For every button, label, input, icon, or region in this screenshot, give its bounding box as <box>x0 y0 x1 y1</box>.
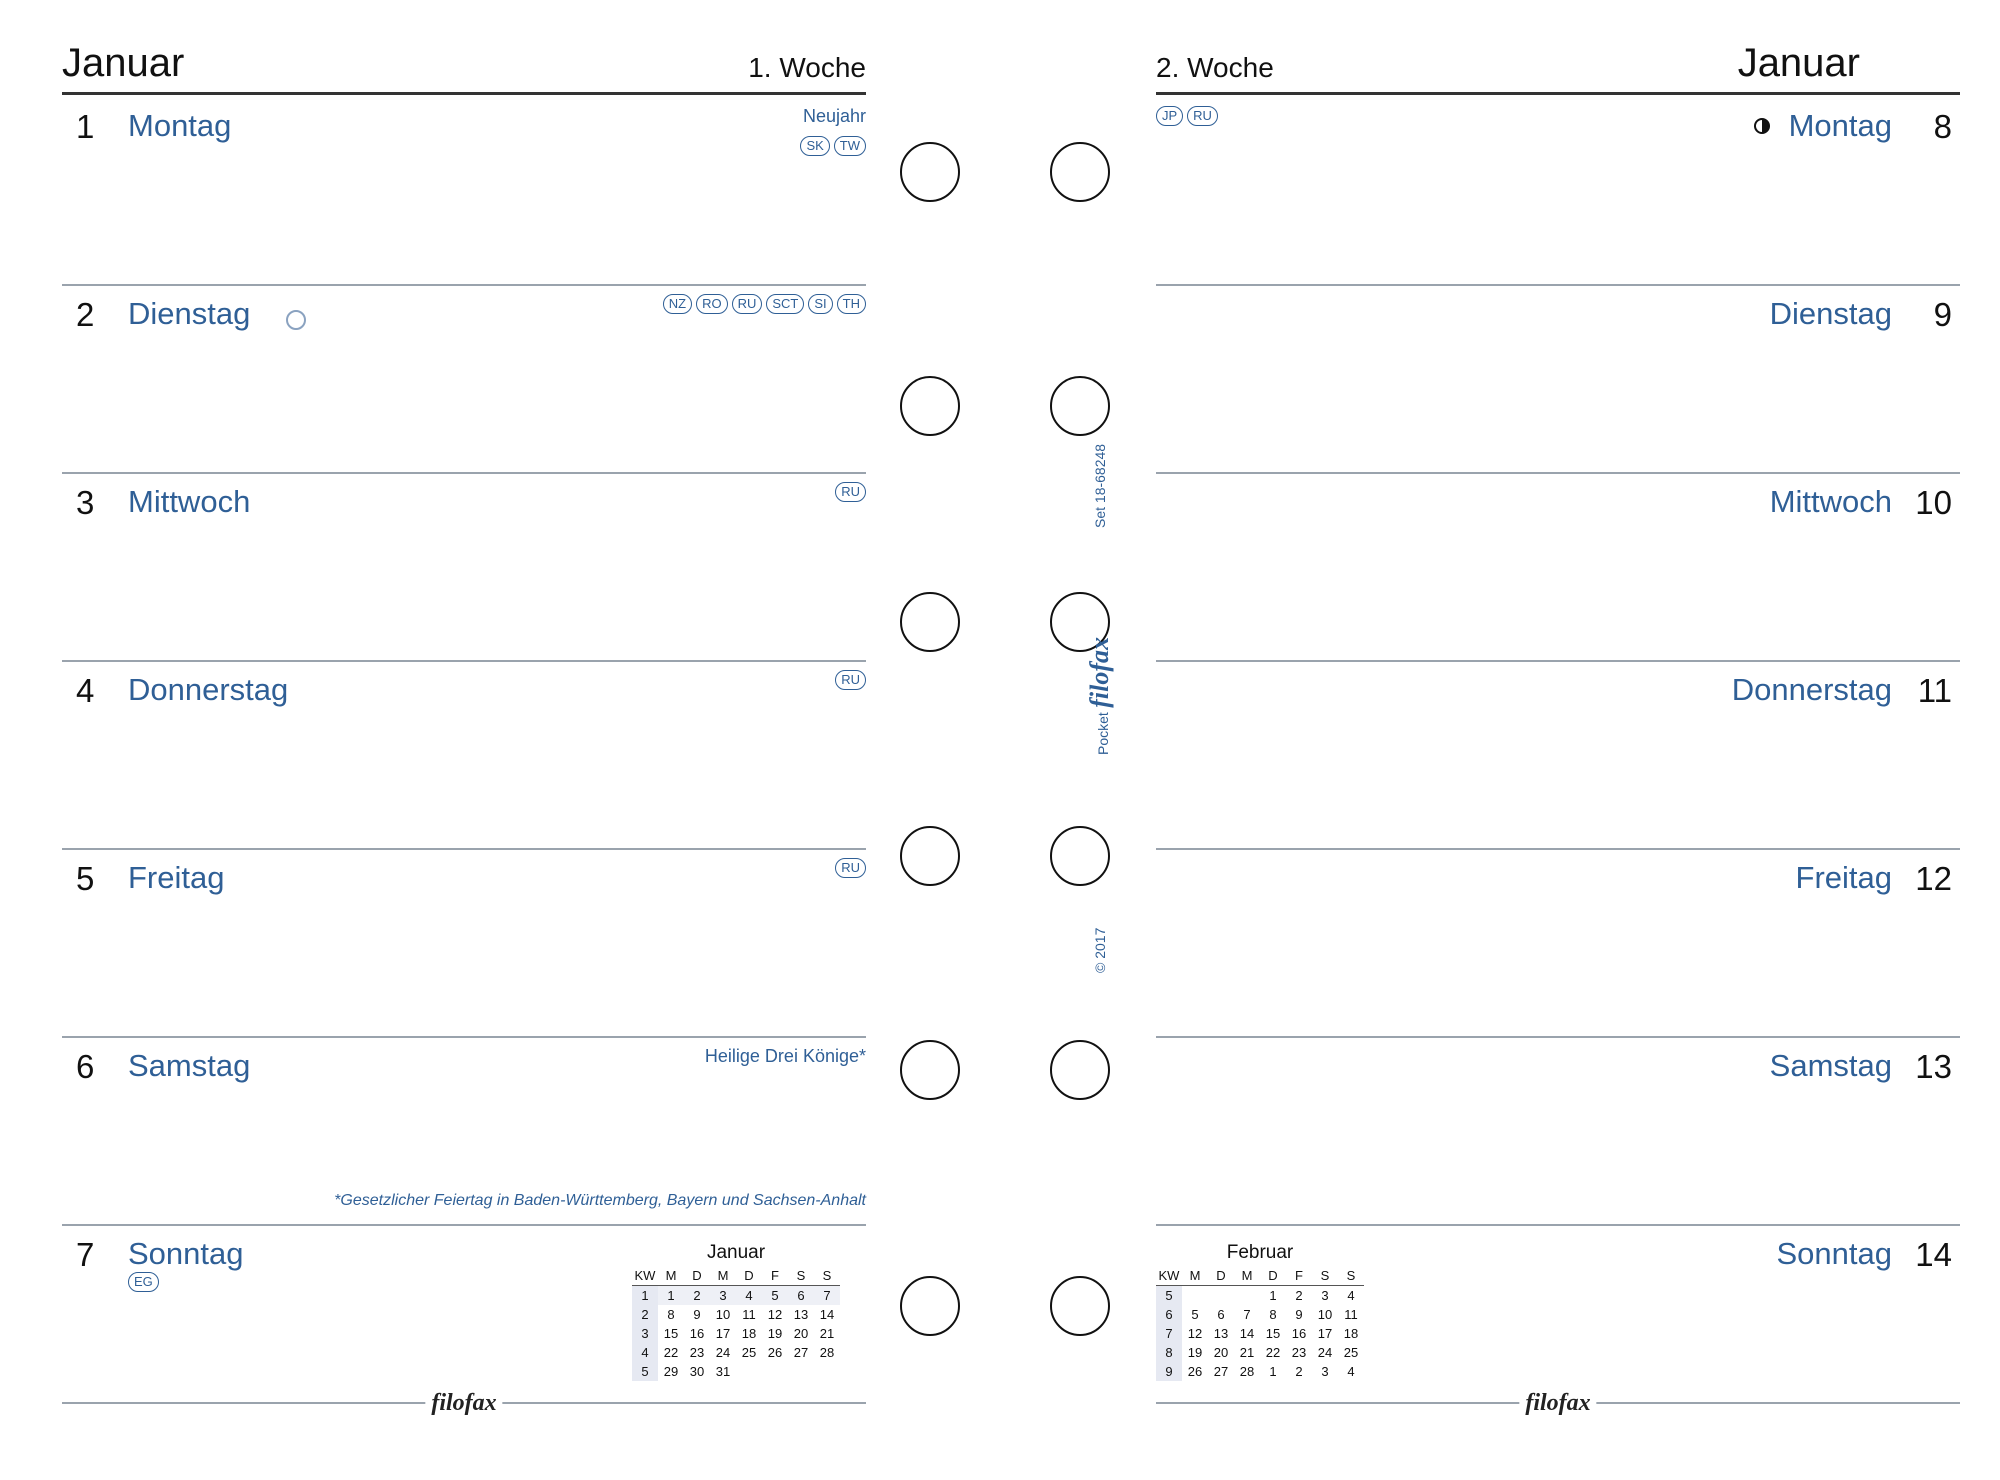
ring-hole <box>1050 826 1110 886</box>
country-code-badge: EG <box>128 1272 159 1292</box>
date-cell: 30 <box>689 1364 705 1379</box>
date-cell: 29 <box>663 1364 679 1379</box>
weekday-header: F <box>762 1266 788 1286</box>
ring-hole <box>900 376 960 436</box>
weekday-header: S <box>1312 1266 1338 1286</box>
date-cell: 12 <box>1187 1326 1203 1341</box>
date-cell: 15 <box>1265 1326 1281 1341</box>
day-name: Mittwoch <box>128 484 251 519</box>
date-cell: 10 <box>1317 1307 1333 1322</box>
left-footer <box>62 1390 866 1416</box>
ring-hole <box>900 1276 960 1336</box>
weekday-header: M <box>1234 1266 1260 1286</box>
date-cell: 20 <box>793 1326 809 1341</box>
spine-set-label: Set <box>1092 506 1108 528</box>
week-number-cell: 5 <box>632 1362 658 1381</box>
day-number: 1 <box>76 108 95 145</box>
date-cell: 9 <box>693 1307 701 1322</box>
country-code-badge: TW <box>834 136 866 156</box>
country-code-badge: SK <box>800 136 829 156</box>
date-cell: 19 <box>767 1326 783 1341</box>
day-number: 10 <box>1915 484 1952 521</box>
date-cell: 6 <box>788 1286 814 1306</box>
day-name: Montag <box>1788 108 1892 143</box>
date-cell <box>1234 1286 1260 1306</box>
date-cell: 25 <box>741 1345 757 1360</box>
country-code-badge: RU <box>835 482 866 502</box>
left-month-title: Januar <box>62 41 185 85</box>
week-number-cell: 3 <box>632 1324 658 1343</box>
date-cell: 16 <box>689 1326 705 1341</box>
date-cell <box>814 1362 840 1381</box>
ring-hole <box>1050 376 1110 436</box>
day-name: Freitag <box>1795 860 1892 895</box>
date-cell: 22 <box>1265 1345 1281 1360</box>
date-cell: 7 <box>814 1286 840 1306</box>
right-page <box>1156 40 1960 1420</box>
date-cell <box>736 1362 762 1381</box>
date-cell: 1 <box>1269 1288 1277 1303</box>
full-moon-icon <box>286 310 306 330</box>
country-code-badge: TH <box>837 294 866 314</box>
spine-code: 18-68248 <box>1092 443 1108 504</box>
spine-copyright: © 2017 <box>1092 927 1108 973</box>
date-cell: 13 <box>1213 1326 1229 1341</box>
date-cell: 19 <box>1187 1345 1203 1360</box>
weekday-header: F <box>1286 1266 1312 1286</box>
day-name: Samstag <box>1769 1048 1892 1083</box>
country-code-badge: SI <box>808 294 832 314</box>
date-cell: 11 <box>742 1307 756 1322</box>
date-cell: 8 <box>667 1307 675 1322</box>
weekday-header: D <box>1208 1266 1234 1286</box>
date-cell <box>762 1362 788 1381</box>
week-number-cell: 8 <box>1156 1343 1182 1362</box>
ring-hole <box>1050 1276 1110 1336</box>
day-number: 4 <box>76 672 95 709</box>
ring-hole <box>900 592 960 652</box>
day-row[interactable] <box>1156 848 1960 1038</box>
weekday-header: M <box>1182 1266 1208 1286</box>
ring-hole <box>900 1040 960 1100</box>
day-name: Sonntag <box>128 1236 244 1271</box>
country-code-badge: NZ <box>663 294 692 314</box>
left-week-label: 1. Woche <box>748 52 866 83</box>
date-cell: 7 <box>1243 1307 1251 1322</box>
date-cell: 20 <box>1213 1345 1229 1360</box>
country-code-badge: RU <box>1187 106 1218 126</box>
week-number-cell: 4 <box>632 1343 658 1362</box>
day-row[interactable] <box>1156 1036 1960 1226</box>
day-name: Dienstag <box>1769 296 1892 331</box>
week-number-cell: 6 <box>1156 1305 1182 1324</box>
weekday-header: M <box>710 1266 736 1286</box>
date-cell: 17 <box>715 1326 731 1341</box>
date-cell: 22 <box>663 1345 679 1360</box>
spine-size: Pocket <box>1095 712 1111 755</box>
mini-calendar-title: Januar <box>706 1242 766 1263</box>
date-cell <box>1182 1286 1208 1306</box>
date-cell: 3 <box>710 1286 736 1306</box>
week-number-cell: 9 <box>1156 1362 1182 1381</box>
date-cell <box>1208 1286 1234 1306</box>
date-cell: 5 <box>1191 1307 1199 1322</box>
country-holiday-tags <box>128 1272 159 1292</box>
date-cell: 14 <box>819 1307 835 1322</box>
date-cell: 2 <box>1295 1364 1303 1379</box>
date-cell: 23 <box>1291 1345 1307 1360</box>
mini-calendar-grid <box>632 1266 840 1381</box>
week-number-cell: 5 <box>1156 1286 1182 1306</box>
day-number: 11 <box>1917 672 1952 709</box>
date-cell: 21 <box>819 1326 835 1341</box>
date-cell: 16 <box>1291 1326 1307 1341</box>
date-cell: 18 <box>741 1326 757 1341</box>
holiday-label: Neujahr <box>802 106 866 126</box>
day-number: 12 <box>1915 860 1952 897</box>
weekday-header: KW <box>1156 1266 1182 1286</box>
right-week-label: 2. Woche <box>1156 52 1274 83</box>
half-moon-icon <box>1754 118 1770 134</box>
country-code-badge: RU <box>835 670 866 690</box>
country-code-badge: SCT <box>766 294 804 314</box>
country-holiday-tags <box>663 294 866 314</box>
date-cell: 9 <box>1295 1307 1303 1322</box>
day-number: 6 <box>76 1048 95 1085</box>
day-number: 3 <box>76 484 95 521</box>
day-row[interactable] <box>1156 472 1960 662</box>
date-cell: 27 <box>793 1345 809 1360</box>
weekday-header: S <box>1338 1266 1364 1286</box>
day-name: Sonntag <box>1776 1236 1892 1271</box>
date-cell: 13 <box>793 1307 809 1322</box>
country-code-badge: RU <box>732 294 763 314</box>
week-number-cell: 7 <box>1156 1324 1182 1343</box>
weekday-header: S <box>814 1266 840 1286</box>
date-cell: 2 <box>1295 1288 1303 1303</box>
date-cell: 8 <box>1269 1307 1277 1322</box>
country-holiday-tags <box>835 670 866 690</box>
date-cell: 14 <box>1239 1326 1255 1341</box>
country-code-badge: RU <box>835 858 866 878</box>
ring-hole <box>900 826 960 886</box>
spine-brand-logo: filofax <box>1085 636 1114 708</box>
date-cell: 18 <box>1343 1326 1359 1341</box>
country-holiday-tags <box>800 136 866 156</box>
spine-set-code <box>1092 443 1108 528</box>
date-cell: 3 <box>1321 1364 1329 1379</box>
country-code-badge: RO <box>696 294 728 314</box>
date-cell: 4 <box>736 1286 762 1306</box>
day-name: Samstag <box>128 1048 251 1083</box>
date-cell: 4 <box>1347 1288 1355 1303</box>
ring-hole <box>900 142 960 202</box>
day-name: Donnerstag <box>1731 672 1892 707</box>
weekday-header: D <box>736 1266 762 1286</box>
date-cell: 15 <box>663 1326 679 1341</box>
date-cell: 3 <box>1321 1288 1329 1303</box>
date-cell: 21 <box>1239 1345 1255 1360</box>
week-number-cell: 2 <box>632 1305 658 1324</box>
weekday-header: D <box>1260 1266 1286 1286</box>
date-cell: 1 <box>1269 1364 1277 1379</box>
date-cell: 4 <box>1347 1364 1355 1379</box>
day-number: 7 <box>76 1236 95 1273</box>
day-row[interactable] <box>62 472 866 662</box>
left-page <box>62 40 866 1420</box>
holiday-label: Heilige Drei Könige* <box>704 1046 866 1066</box>
date-cell: 23 <box>689 1345 705 1360</box>
day-number: 13 <box>1915 1048 1952 1085</box>
day-name: Mittwoch <box>1769 484 1892 519</box>
day-number: 2 <box>76 296 95 333</box>
day-name: Dienstag <box>128 296 251 331</box>
date-cell: 10 <box>715 1307 731 1322</box>
date-cell: 26 <box>767 1345 783 1360</box>
day-row[interactable] <box>1156 96 1960 286</box>
day-number: 14 <box>1915 1236 1952 1273</box>
ring-hole <box>1050 1040 1110 1100</box>
filofax-logo: filofax <box>1519 1390 1596 1417</box>
day-number: 8 <box>1933 108 1952 145</box>
date-cell: 17 <box>1317 1326 1333 1341</box>
day-row[interactable] <box>62 848 866 1038</box>
date-cell: 11 <box>1344 1307 1358 1322</box>
left-header <box>62 40 866 95</box>
date-cell: 28 <box>819 1345 835 1360</box>
mini-calendar-februar <box>1156 1242 1364 1381</box>
weekday-header: D <box>684 1266 710 1286</box>
date-cell: 1 <box>658 1286 684 1306</box>
day-number: 5 <box>76 860 95 897</box>
mini-calendar-januar <box>632 1242 840 1381</box>
date-cell: 24 <box>715 1345 731 1360</box>
day-name: Donnerstag <box>128 672 289 707</box>
mini-calendar-title: Februar <box>1226 1242 1294 1263</box>
weekday-header: KW <box>632 1266 658 1286</box>
ring-hole <box>1050 142 1110 202</box>
date-cell: 2 <box>684 1286 710 1306</box>
date-cell: 5 <box>762 1286 788 1306</box>
day-name: Montag <box>128 108 232 143</box>
filofax-logo: filofax <box>425 1390 502 1417</box>
date-cell: 28 <box>1239 1364 1255 1379</box>
day-row[interactable] <box>62 96 866 286</box>
date-cell: 24 <box>1317 1345 1333 1360</box>
country-holiday-tags <box>835 482 866 502</box>
holiday-footnote: *Gesetzlicher Feiertag in Baden-Württemberg, Bayern und Sachsen-Anhalt <box>334 1192 866 1209</box>
country-holiday-tags <box>1156 106 1218 126</box>
day-row[interactable] <box>1156 284 1960 474</box>
day-row[interactable] <box>62 284 866 474</box>
day-number: 9 <box>1933 296 1952 333</box>
weekday-header: S <box>788 1266 814 1286</box>
date-cell <box>788 1362 814 1381</box>
right-header <box>1156 40 1960 95</box>
country-code-badge: JP <box>1156 106 1183 126</box>
right-month-title: Januar <box>1737 41 1860 85</box>
day-row[interactable] <box>62 660 866 850</box>
right-footer <box>1156 1390 1960 1416</box>
date-cell: 27 <box>1213 1364 1229 1379</box>
spine-brand <box>1085 636 1115 755</box>
date-cell: 26 <box>1187 1364 1203 1379</box>
week-number-cell: 1 <box>632 1286 658 1306</box>
date-cell: 25 <box>1343 1345 1359 1360</box>
date-cell: 6 <box>1217 1307 1225 1322</box>
mini-calendar-grid <box>1156 1266 1364 1381</box>
country-holiday-tags <box>835 858 866 878</box>
day-row[interactable] <box>1156 660 1960 850</box>
day-name: Freitag <box>128 860 225 895</box>
date-cell: 31 <box>715 1364 731 1379</box>
date-cell: 12 <box>767 1307 783 1322</box>
weekday-header: M <box>658 1266 684 1286</box>
